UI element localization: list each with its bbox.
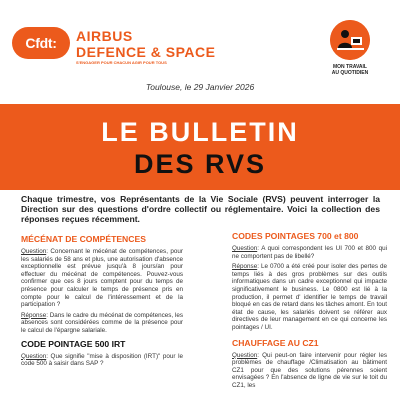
question-chauffage [232, 352, 387, 390]
cfdt-logo-text: Cfdt: [25, 35, 57, 51]
question-mecenat [21, 248, 183, 309]
bulletin-banner [0, 104, 400, 190]
mon-travail-label-line2: AU QUOTIDIEN [331, 70, 369, 76]
section-heading-code-500: CODE POINTAGE 500 IRT [21, 338, 126, 349]
right-column [232, 229, 387, 390]
question-label: Question [232, 245, 258, 252]
brand-name-line1: AIRBUS [76, 28, 133, 44]
answer-text: : Dans le cadre du mécénat de compétences, les absences sont considérées comme de la présence pour le calcul de l'épargne salariale. [21, 311, 183, 334]
answer-text: : Le 0700 a été créé pour isoler des pertes de temps liés à des gros problèmes sur des outils informatiques dans un cadre exceptionnel qui impacte significativement le business. Le 0800 est lié à la production, il permet d' identifier le temps de travail bloqué en cas de retard dans les tâches amont. En tout état de cause, les salariés doivent se référer aux directives de leur management en ce qui concerne les pointages / UI. [232, 263, 387, 331]
question-label: Question [21, 248, 47, 255]
question-text: : Concernant le mécénat de compétences, pour les salariés de 58 ans et plus, une autorisation d'absence exceptionnelle est prévue jusqu'à 8 jours/an pour effectuer du mécénat de compétences. Pouvez-vous confirmer que ces 8 jours comptent pour du temps de présence pour calculer le temps de présence pris en compte pour le calcul de l'intéressement et de la participation ? [21, 248, 183, 309]
cfdt-logo [12, 27, 70, 59]
section-heading-mecenat: MÉCÉNAT DE COMPÉTENCES [21, 234, 146, 244]
document-date: Toulouse, le 29 Janvier 2026 [145, 82, 255, 92]
intro-paragraph: Chaque trimestre, vos Représentants de la Vie Sociale (RVS) peuvent interroger la Direction sur des questions d'ordre collectif ou réglementaire. Voici la collection des réponses reçues récemment. [21, 194, 380, 224]
answer-label: Réponse [21, 311, 47, 319]
brand-name-line2: DEFENCE & SPACE [76, 44, 216, 60]
left-column [21, 232, 183, 368]
brand-block [76, 29, 215, 65]
question-label: Question [232, 351, 258, 359]
question-codes-700-800 [232, 245, 387, 260]
banner-title-line1: LE BULLETIN [101, 117, 299, 147]
answer-label: Réponse [232, 263, 258, 271]
question-text: : A quoi correspondent les UI 700 et 800 qui ne comportent pas de libellé? [232, 245, 387, 260]
question-text: : Qui peut-on faire intervenir pour régler les problèmes de chauffage /Climatisation au bâtiment CZ1 pour que des solutions pérennes soient envisagées ? En l'absence de ligne de vie sur le toit du CZ1, les [232, 351, 387, 389]
section-heading-chauffage: CHAUFFAGE AU CZ1 [232, 337, 319, 348]
mon-travail-label [318, 64, 382, 76]
answer-mecenat [21, 312, 183, 335]
question-text: : Que signifie "mise à disposition (IRT)" pour le code 500 à saisir dans SAP ? [21, 352, 183, 368]
banner-title-line2: DES RVS [133, 149, 267, 179]
section-heading-codes-700-800: CODES POINTAGES 700 et 800 [232, 231, 359, 241]
question-label: Question [21, 352, 47, 360]
answer-codes-700-800 [232, 263, 387, 331]
brand-tagline: S'ENGAGER POUR CHACUN AGIR POUR TOUS [76, 60, 167, 65]
header [0, 0, 400, 78]
mon-travail-label-line1: MON TRAVAIL [333, 64, 367, 70]
mon-travail-icon [330, 20, 370, 60]
question-code-500 [21, 353, 183, 368]
